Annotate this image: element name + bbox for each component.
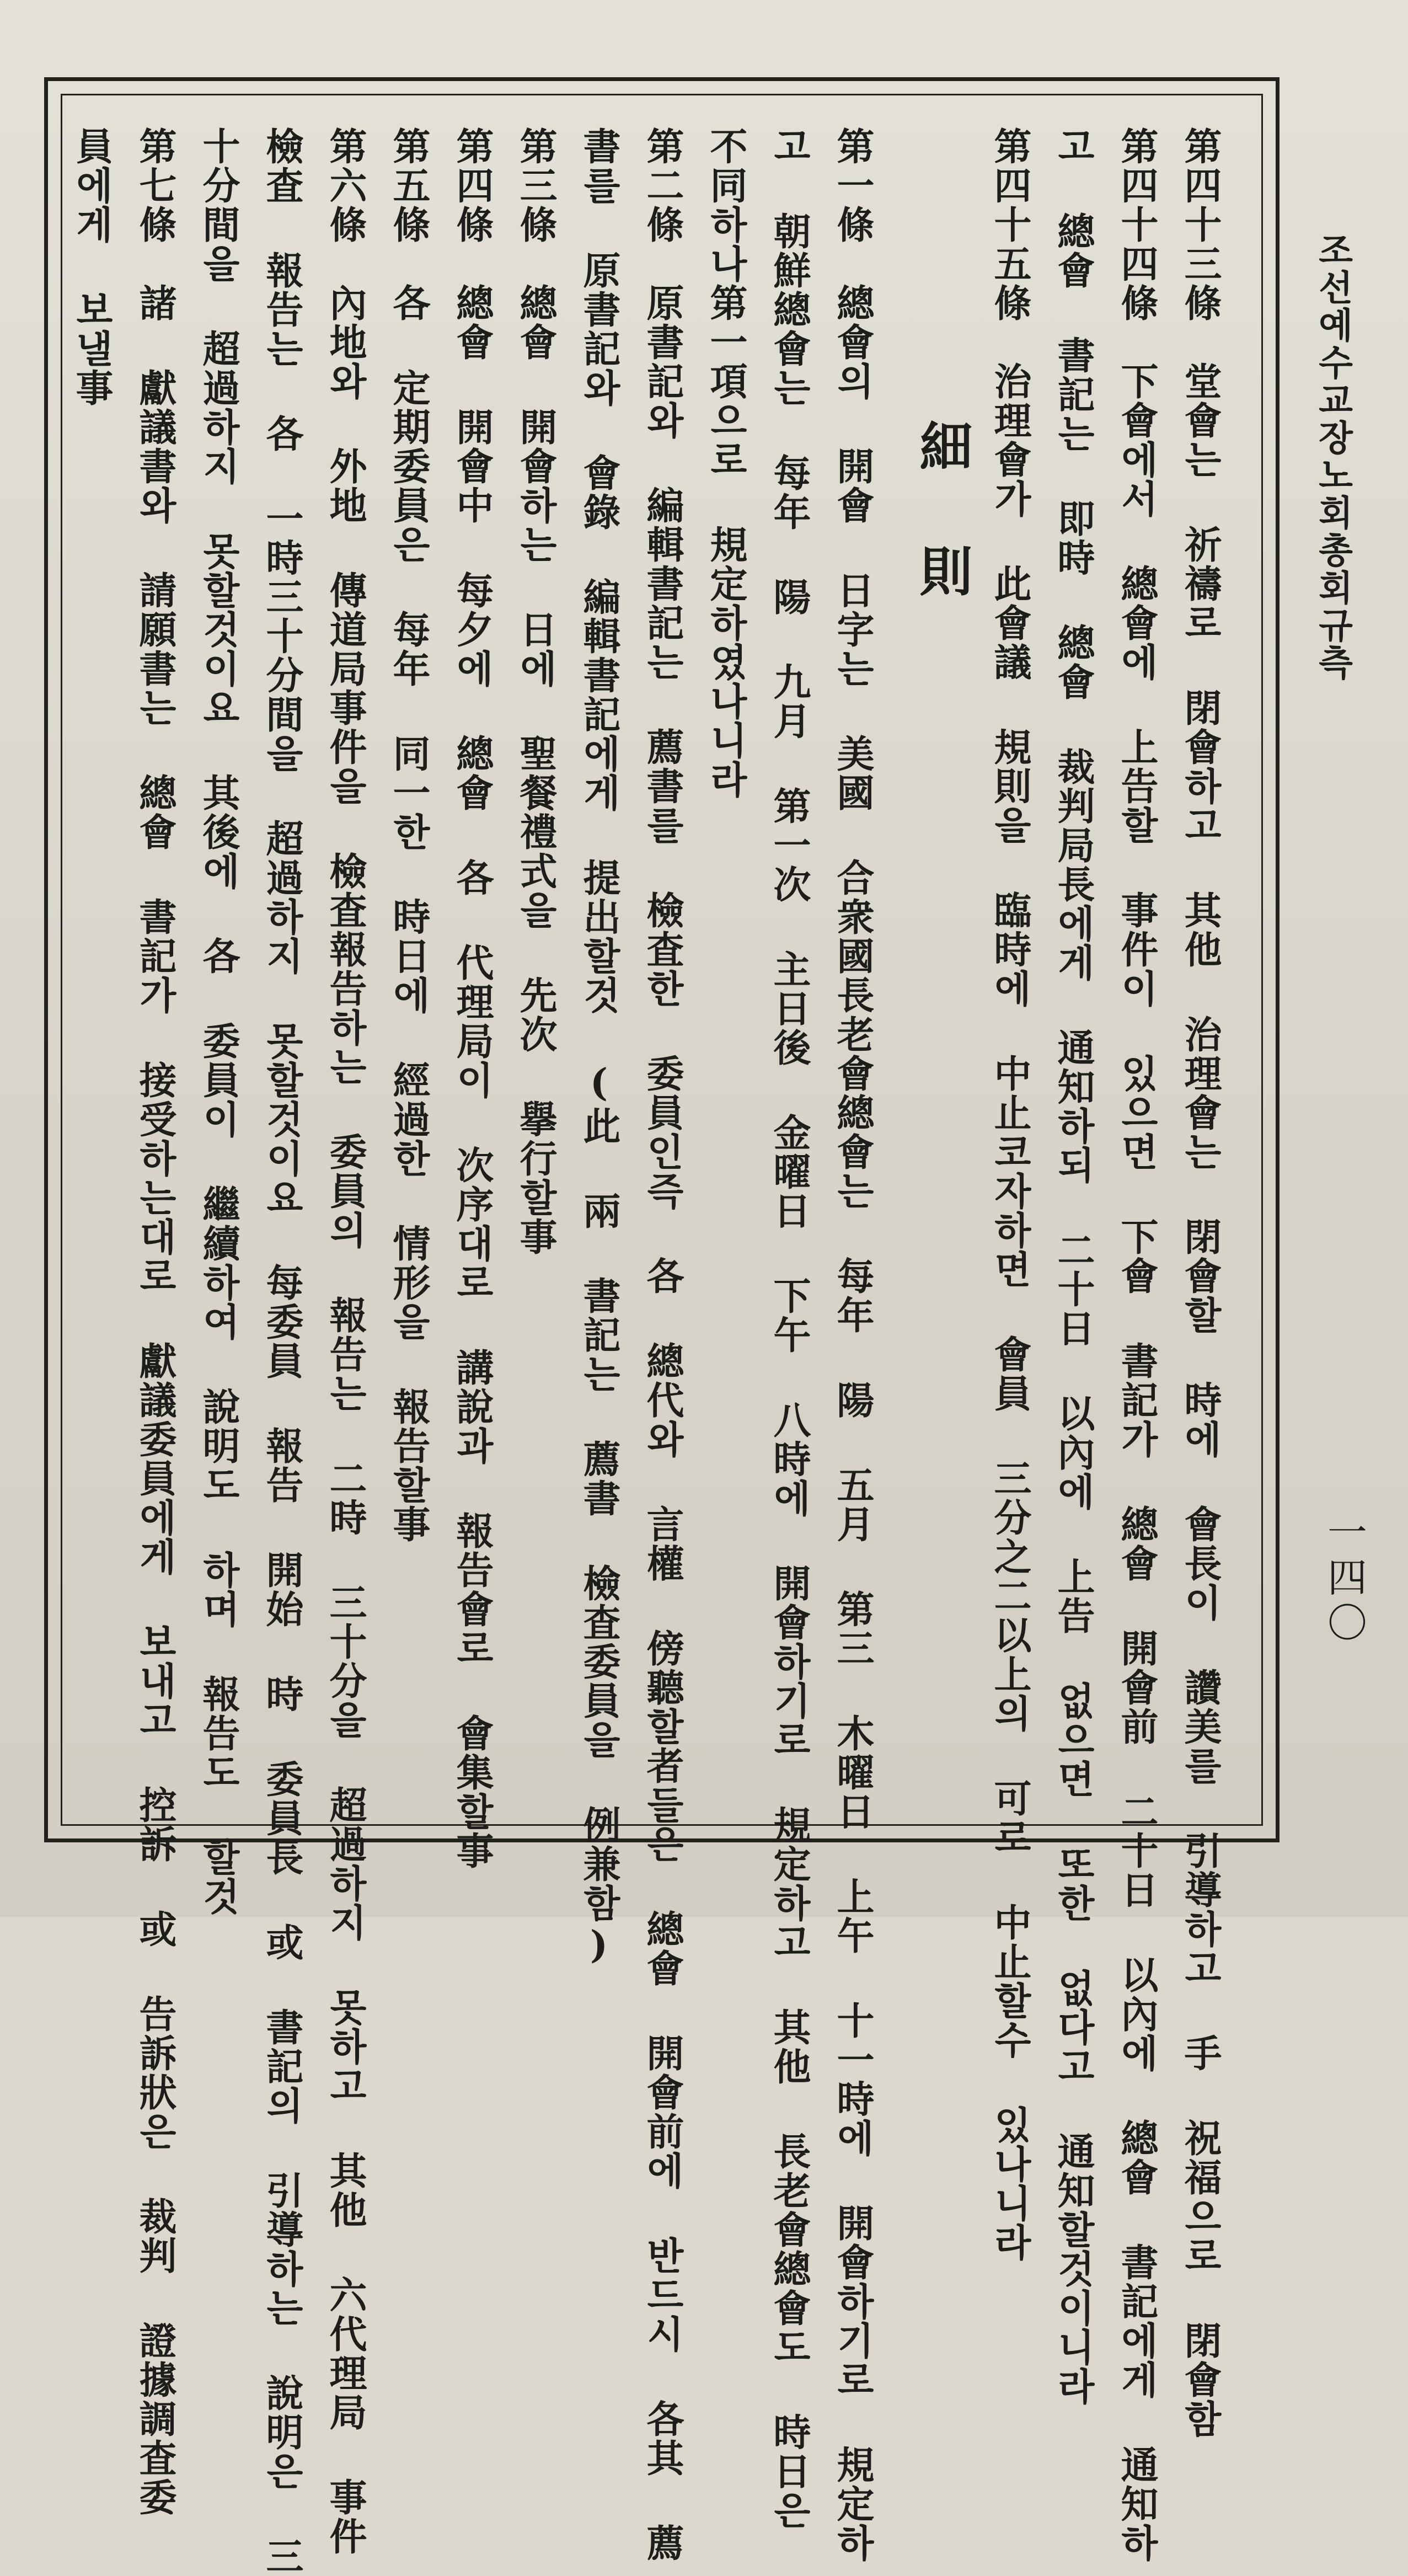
page-number: 一四〇	[1321, 1511, 1367, 1647]
section-title: 細則	[911, 419, 973, 669]
text-column-17: 員에게 보낼事	[69, 127, 114, 408]
text-column-15: 十分間을 超過하지 못할것이요 其後에 各 委員이 繼續하여 說明도 하며 報告도 할것	[196, 127, 240, 1916]
text-column-6: 고 朝鮮總會는 每年 陽 九月 第一次 主日後 金曜日 下午 八時에 開會하기로 規定하고 其他 長老會總會도 時日은	[767, 127, 811, 2530]
text-column-3: 고 總會 書記는 即時 總會 裁判局長에게 通知하되 二十日 以內에 上告 없으면 또한 없다고 通知할것이니라	[1051, 127, 1095, 2406]
text-column-14: 檢査 報告는 各 一時三十分間을 超過하지 못할것이요 每委員 報告 開始 時 委員長 或 書記의 引導하는 說明은 三	[260, 127, 304, 2576]
text-column-9: 書를 原書記와 會錄 編輯書記에게 提出할것 (此 兩 書記는 薦書 檢査委員을 例兼함)	[577, 127, 621, 1969]
text-column-12: 第五條 各 定期委員은 每年 同一한 時日에 經過한 情形을 報告할事	[387, 127, 431, 1544]
text-column-7: 不同하나第一項으로 規定하였나니라	[704, 127, 748, 799]
text-column-2: 第四十四條 下會에서 總會에 上告할 事件이 있으면 下會 書記가 總會 開會前 二十日 以內에 總會 書記에게 通知하	[1115, 127, 1159, 2563]
text-column-11: 第四條 總會 開會中 每夕에 總會 各 代理局이 次序대로 講說과 報告會로 會集할事	[450, 127, 494, 1870]
text-column-4: 第四十五條 治理會가 此會議 規則을 臨時에 中止코자하면 會員 三分之二以上의 可로 中止할수 있나니라	[988, 127, 1032, 2262]
text-column-5: 第一條 總會의 開會 日字는 美國 合衆國長老會總會는 每年 陽 五月 第三 木曜日 上午 十一時에 開會하기로 規定하	[831, 127, 875, 2563]
text-column-10: 第三條 總會 開會하는 日에 聖餐禮式을 先次 擧行할事	[513, 127, 558, 1257]
text-column-8: 第二條 原書記와 編輯書記는 薦書를 檢査한 委員인즉 各 總代와 言權 傍聽할者들은 總會 開會前에 반드시 各其 薦	[640, 127, 684, 2563]
text-column-13: 第六條 內地와 外地 傳道局事件을 檢査報告하는 委員의 報告는 二時 三十分을 超過하지 못하고 其他 六代理局 事件	[323, 127, 367, 2556]
running-head: 조선예수교장노회총회규측	[1312, 232, 1353, 682]
text-column-16: 第七條 諸 獻議書와 請願書는 總會 書記가 接受하는대로 獻議委員에게 보내고 控訴 或 告訴狀은 裁判 證據調査委	[133, 127, 177, 2517]
text-column-1: 第四十三條 堂會는 祈禱로 閉會하고 其他 治理會는 閉會할 時에 會長이 讚美를 引導하고 手 祝福으로 閉會함	[1178, 127, 1222, 2439]
